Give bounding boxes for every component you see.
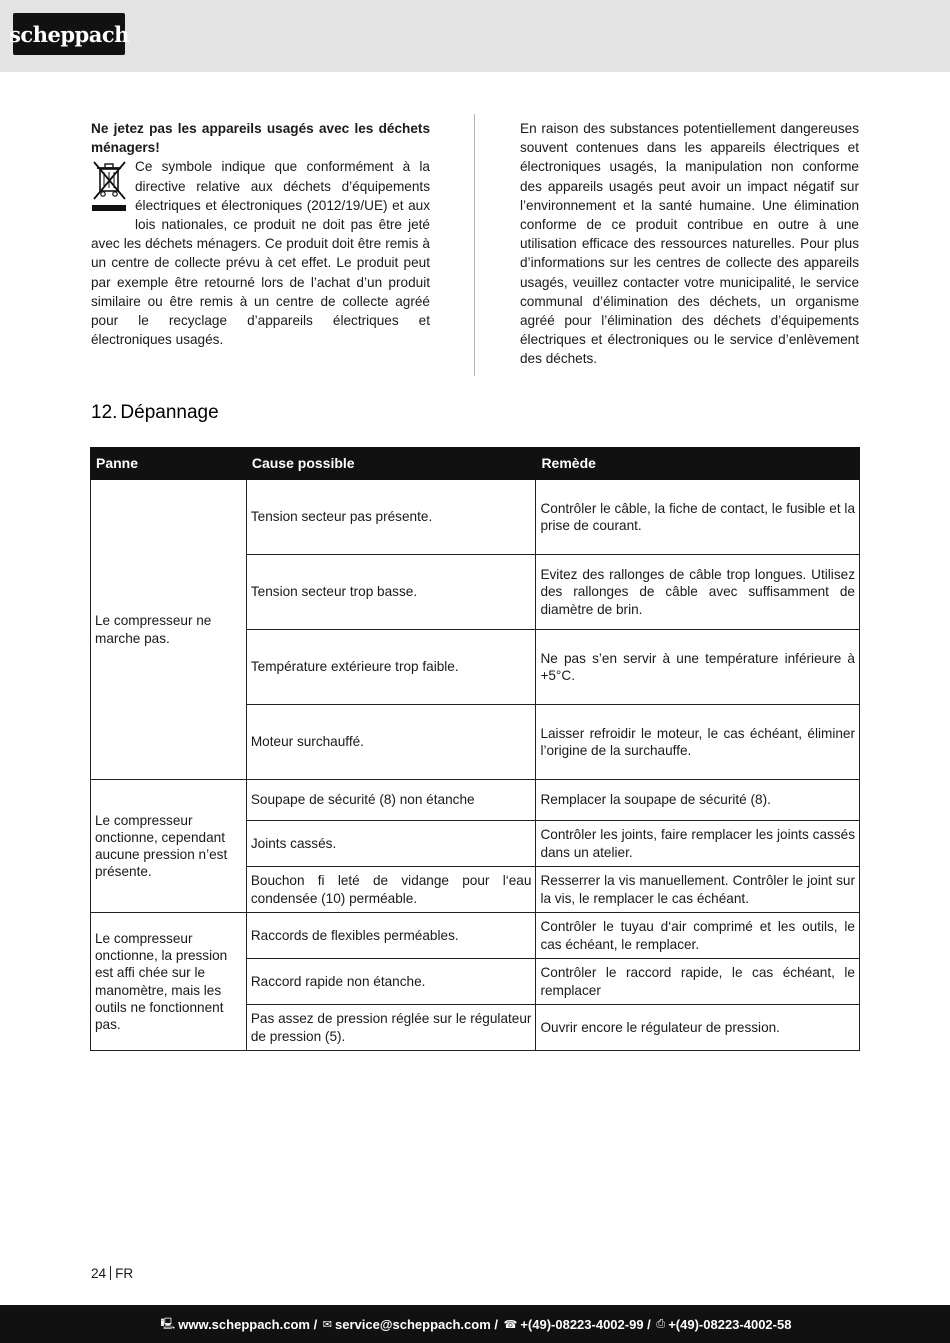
header-bar [0,0,950,72]
table-header-row [91,448,860,480]
footer-fax: +(49)-08223-4002-58 [668,1316,792,1332]
footer-bar: 🖳 www.scheppach.com / ✉ service@scheppach.com / ☎ +(49)-08223-4002-99 / ⎙ +(49)-08223-4002-58 [0,1305,950,1343]
cause-cell: Température extérieure trop faible. [246,630,536,705]
remedy-cell: Laisser refroidir le moteur, le cas échéant, éliminer l’origine de la surchauffe. [536,705,860,780]
cause-cell: Moteur surchauffé. [246,705,536,780]
section-title-text: Dépannage [120,402,219,423]
cause-cell: Tension secteur trop basse. [246,555,536,630]
disposal-paragraph: Ce symbole indique que conformément à la directive relative aux déchets d’équipements électriques et électroniques (2012/19/UE) et aux lois nationales, ce produit ne doit pas être jeté avec les déchets ménagers. Ce produit doit être remis à un centre de collecte prévu à cet effet. Le produit peut par exemple être retourné lors de l’achat d’un produit similaire ou être remis à un centre de collecte agréé pour le recyclage d’appareils électriques et électroniques usagés. [91,159,430,348]
footer-email[interactable]: service@scheppach.com [335,1316,491,1332]
fault-cell: Le compresseur onctionne, la pression est affi chée sur le manomètre, mais les outils ne fonctionnent pas. [91,913,247,1051]
fax-icon: ⎙ [656,1317,666,1330]
section-number: 12. [91,402,118,423]
weee-crossed-bin-icon [91,159,131,215]
column-divider [474,114,475,376]
footer-website[interactable]: www.scheppach.com [178,1316,310,1332]
cause-cell: Bouchon fi leté de vidange pour l‘eau condensée (10) perméable. [246,867,536,913]
header-panne: Panne [91,448,247,480]
footer-phone: +(49)-08223-4002-99 [520,1316,644,1332]
phone-icon: ☎ [503,1317,518,1331]
header-remede: Remède [536,448,860,480]
cause-cell: Soupape de sécurité (8) non étanche [246,780,536,821]
remedy-cell: Ouvrir encore le régulateur de pression. [536,1005,860,1051]
page-number-separator [110,1266,111,1280]
header-cause: Cause possible [246,448,536,480]
table-row [91,780,860,821]
disposal-warning-title: Ne jetez pas les appareils usagés avec les déchets ménagers! [91,121,430,156]
remedy-cell: Contrôler le raccord rapide, le cas échéant, le remplacer [536,959,860,1005]
disposal-notice [91,119,430,349]
remedy-cell: Ne pas s’en servir à une température inférieure à +5°C. [536,630,860,705]
section-title [91,402,219,424]
remedy-cell: Evitez des rallonges de câble trop longues. Utilisez des rallonges de câble avec suffisamment de diamètre de brin. [536,555,860,630]
computer-icon: 🖳 [160,1316,176,1330]
fault-cell: Le compresseur ne marche pas. [91,480,247,780]
remedy-cell: Contrôler le tuyau d‘air comprimé et les outils, le cas échéant, le remplacer. [536,913,860,959]
environment-paragraph: En raison des substances potentiellement dangereuses souvent contenues dans les appareils électriques et électroniques usagés, la manipulation non conforme des appareils usagés peut avoir un impact négatif sur l’environnement et la santé humaine. Une élimination conforme de ce produit contribue en outre à une utilisation efficace des ressources naturelles. Pour plus d’informations sur les centres de collecte des appareils usagés, veuillez contacter votre municipalité, le service communal d’élimination des déchets, un organisme agréé pour l’élimination des déchets d’équipements électriques et électroniques ou le service d’enlèvement des déchets. [520,121,859,367]
email-icon: ✉ [322,1317,333,1331]
remedy-cell: Contrôler le câble, la fiche de contact, le fusible et la prise de courant. [536,480,860,555]
cause-cell: Raccords de flexibles perméables. [246,913,536,959]
remedy-cell: Remplacer la soupape de sécurité (8). [536,780,860,821]
table-row [91,480,860,555]
fault-cell: Le compresseur onctionne, cependant aucune pression n’est présente. [91,780,247,913]
environment-notice [520,119,859,369]
brand-logo: scheppach [13,13,125,55]
cause-cell: Tension secteur pas présente. [246,480,536,555]
cause-cell: Joints cassés. [246,821,536,867]
cause-cell: Raccord rapide non étanche. [246,959,536,1005]
troubleshooting-table [90,447,860,1051]
page-language: FR [115,1266,134,1281]
remedy-cell: Contrôler les joints, faire remplacer les joints cassés dans un atelier. [536,821,860,867]
cause-cell: Pas assez de pression réglée sur le régulateur de pression (5). [246,1005,536,1051]
remedy-cell: Resserrer la vis manuellement. Contrôler le joint sur la vis, le remplacer le cas échéant. [536,867,860,913]
page-number-value: 24 [91,1266,107,1281]
page-number [91,1266,133,1281]
table-row [91,913,860,959]
